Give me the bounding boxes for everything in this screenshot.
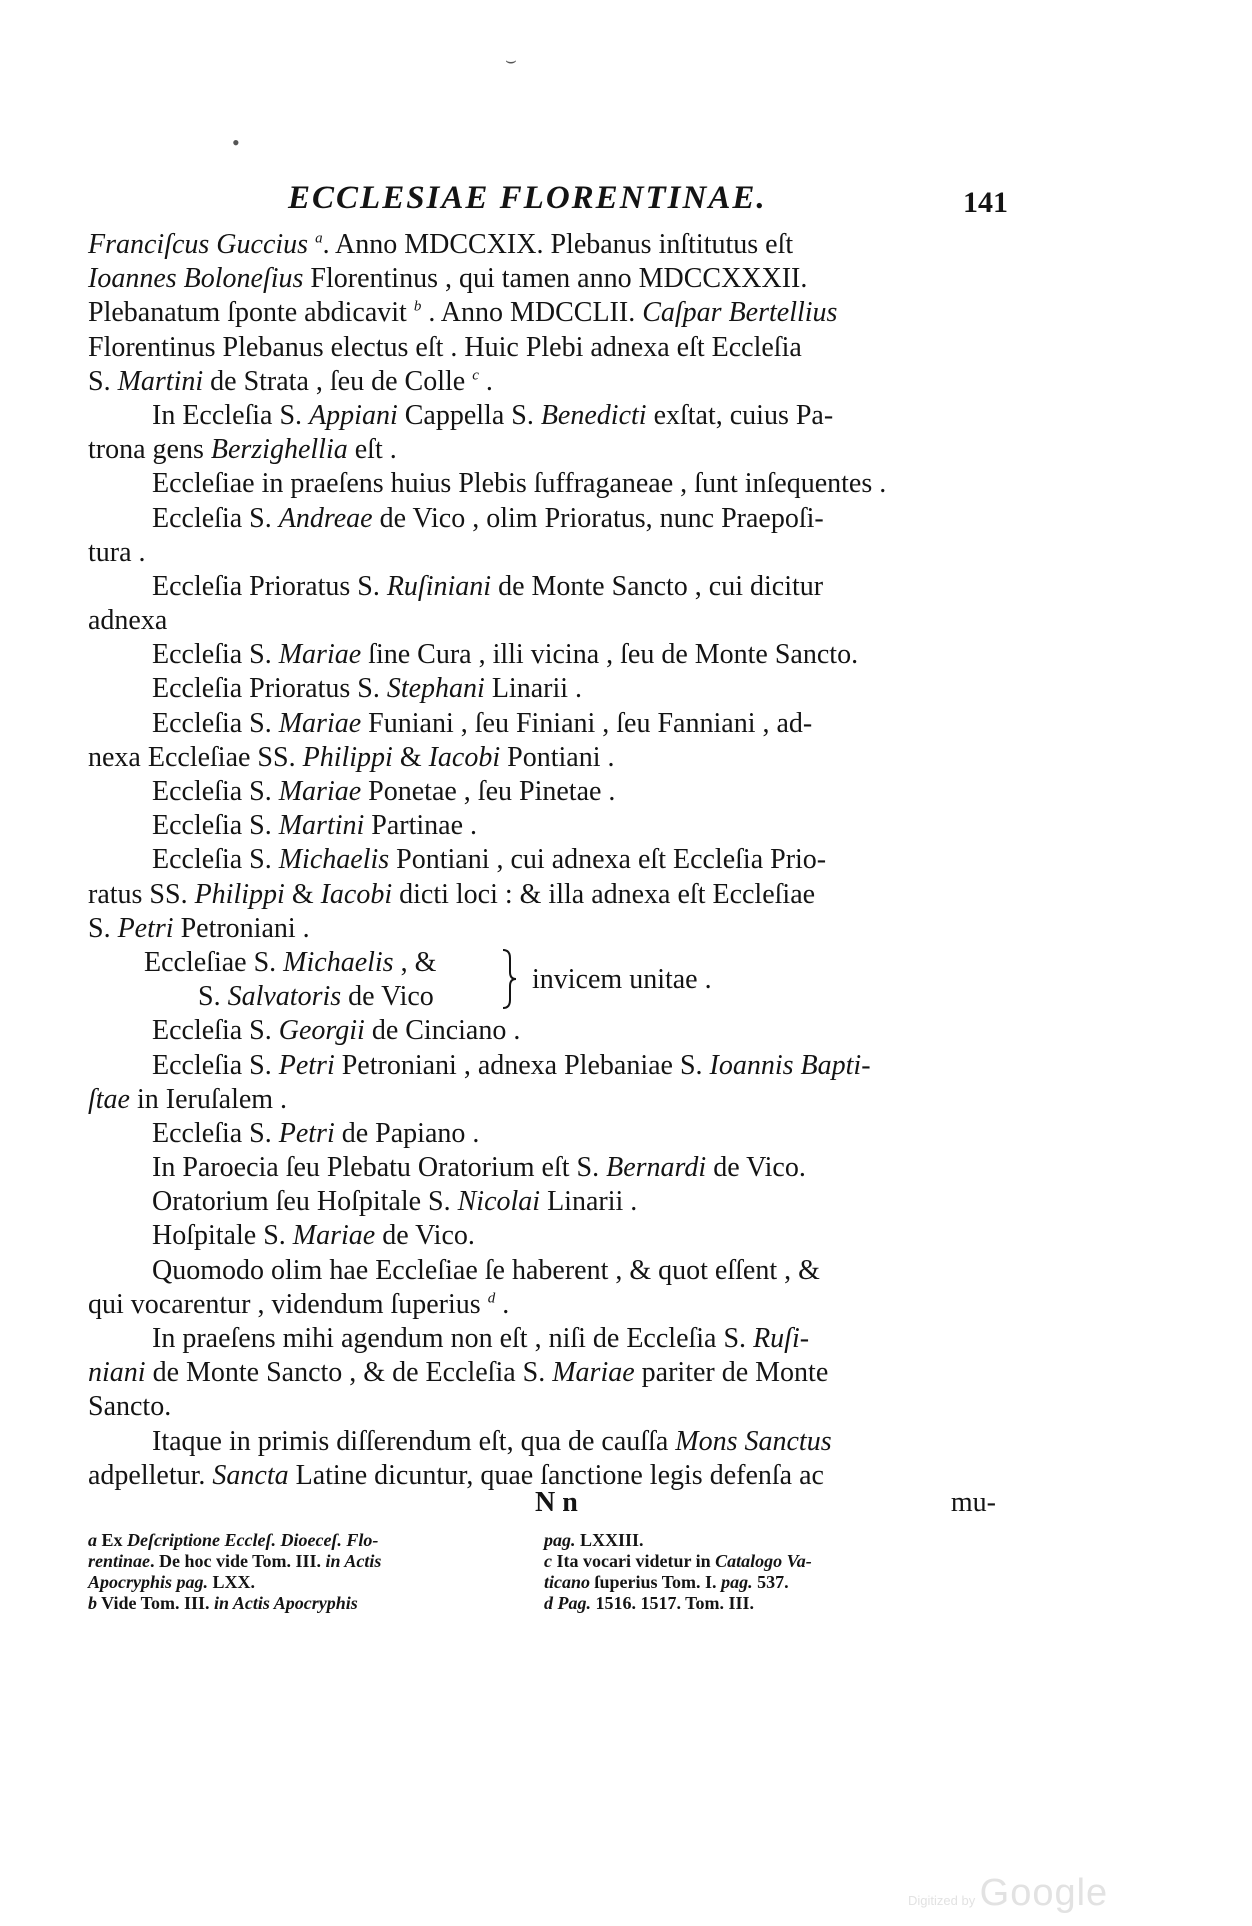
text-run: Pag. [557, 1593, 591, 1613]
text-run: de Monte Sancto , cui dicitur [491, 570, 824, 602]
footnote-ref: c [472, 367, 479, 384]
text-run: Partinae . [364, 810, 478, 842]
text-run: Petroniani , adnexa Plebaniae S. [334, 1049, 710, 1081]
text-run: Andreae [278, 502, 373, 534]
text-run: de Vico. [375, 1220, 475, 1252]
text-run: Plebanatum ſponte abdicavit [88, 297, 414, 329]
text-run: . Anno MDCCXIX. Plebanus inſtitutus eſt [322, 229, 794, 260]
text-line [88, 1151, 1010, 1185]
text-run: Iacobi [428, 741, 501, 773]
text-line [88, 843, 1010, 877]
text-run: Eccleſia S. [152, 707, 279, 739]
text-run: de Strata , ſeu de Colle [203, 365, 473, 397]
text-run: S. [88, 365, 118, 397]
footnotes-left-column [88, 1530, 528, 1614]
main-text [88, 228, 1010, 1493]
text-run: de Papiano . [334, 1117, 480, 1149]
text-line [88, 878, 1010, 912]
text-line [88, 1014, 1010, 1048]
text-run: Caſpar Bertellius [642, 297, 838, 329]
footnote-line [88, 1572, 528, 1593]
text-run: Vide Tom. III. [97, 1593, 215, 1613]
watermark-logo-text: Google [979, 1872, 1109, 1914]
text-run: a [88, 1530, 97, 1550]
text-run: . De hoc vide Tom. III. [150, 1551, 326, 1571]
text-run: Mons Sanctus [675, 1425, 832, 1457]
text-line [88, 262, 1010, 296]
text-run: Eccleſia S. [152, 1117, 279, 1149]
text-run: Michaelis [283, 946, 394, 978]
brace-line [198, 980, 434, 1014]
footnote-line [544, 1593, 984, 1614]
text-run: Itaque in primis diſſerendum eſt, qua de cauſſa [152, 1425, 676, 1457]
text-line [88, 331, 1010, 365]
text-line [88, 399, 1010, 433]
text-line [88, 604, 1010, 638]
text-run: qui vocarentur , videndum ſuperius [88, 1288, 488, 1320]
text-run: ſine Cura , illi vicina , ſeu de Monte Sancto. [361, 639, 859, 671]
right-brace-icon [500, 948, 518, 1010]
text-run: Eccleſia S. [152, 1015, 279, 1047]
text-run: , & [393, 946, 437, 978]
text-run: Petroniani . [173, 912, 310, 944]
text-line [88, 672, 1010, 706]
google-watermark [908, 1872, 1108, 1915]
text-run: Franciſcus Guccius [88, 229, 309, 260]
text-line [88, 1390, 1010, 1424]
text-run: Linarii . [540, 1186, 638, 1218]
footnote-ref: a [315, 230, 323, 247]
text-run: eſt . [347, 434, 397, 466]
brace-text: invicem unitae . [532, 963, 712, 995]
text-run: Bernardi [606, 1152, 707, 1184]
scan-speck: • [232, 130, 240, 155]
footnotes-right-column [544, 1530, 984, 1614]
text-run: Deſcriptione Eccleſ. Dioeceſ. Flo- [127, 1530, 379, 1550]
text-run: Petri [278, 1049, 335, 1081]
text-run: Appiani [309, 399, 398, 431]
text-run: . Anno MDCCLII. [421, 297, 643, 329]
text-run: Pontiani . [500, 741, 615, 773]
text-run: Eccleſia S. [152, 844, 279, 876]
text-run: Martini [278, 810, 365, 842]
text-run: pag. [721, 1572, 753, 1592]
footnote-ref: d [487, 1290, 496, 1307]
text-run: Florentinus Plebanus electus eſt . Huic Plebi adnexa eſt Eccleſia [88, 331, 802, 363]
text-run: ticano [544, 1572, 591, 1592]
text-run: Eccleſia Prioratus S. [152, 673, 387, 705]
text-line [88, 809, 1010, 843]
footnote-line [88, 1530, 528, 1551]
text-line [88, 1083, 1010, 1117]
text-run: Ruſi- [753, 1323, 810, 1355]
text-run: & [284, 878, 321, 910]
text-run: Latine dicuntur, quae ſanctione legis defenſa ac [288, 1459, 824, 1491]
text-run: S. [198, 980, 228, 1012]
text-run: Quomodo olim hae Eccleſiae ſe haberent , & quot eſſent , & [152, 1254, 820, 1286]
text-line [88, 502, 1010, 536]
text-run: LXX. [208, 1572, 256, 1592]
text-run: . [478, 365, 493, 397]
text-run: adpelletur. [88, 1459, 213, 1491]
running-head: ECCLESIAE FLORENTINAE. [288, 180, 767, 216]
text-run: rentinae [88, 1551, 151, 1571]
text-line [88, 536, 1010, 570]
text-run: Mariae [552, 1357, 635, 1389]
page-header [88, 180, 1010, 220]
footnote-line [88, 1551, 528, 1572]
text-run: d [544, 1593, 553, 1613]
text-run: Eccleſia Prioratus S. [152, 570, 387, 602]
text-run: LXXIII. [575, 1530, 644, 1550]
text-run: Pontiani , cui adnexa eſt Eccleſia Prio- [389, 844, 827, 876]
text-run: Petri [278, 1117, 335, 1149]
text-run: c [544, 1551, 552, 1571]
text-run: Sancto. [88, 1391, 172, 1423]
brace-line [144, 946, 436, 980]
text-run: Philippi [302, 741, 393, 773]
scan-speck: ⌣ [505, 50, 517, 70]
text-run: de Vico , olim Prioratus, nunc Praepoſi- [372, 502, 824, 534]
brace-group [88, 946, 1010, 1014]
catchword: mu- [950, 1487, 996, 1518]
text-run: nexa Eccleſiae SS. [88, 741, 303, 773]
text-run [308, 229, 315, 260]
footnote-line [544, 1572, 984, 1593]
text-run: tura . [88, 536, 146, 568]
text-line [88, 1356, 1010, 1390]
text-run: de Vico. [706, 1152, 806, 1184]
text-line [88, 1254, 1010, 1288]
text-run: Salvatoris [227, 980, 342, 1012]
text-line [88, 912, 1010, 946]
text-run: Catalogo Va- [715, 1551, 812, 1571]
text-line [88, 467, 1010, 501]
text-run: de Cinciano . [364, 1015, 521, 1047]
text-run: In Eccleſia S. [152, 399, 310, 431]
text-line [88, 570, 1010, 604]
text-run: Eccleſiae S. [144, 946, 284, 978]
text-line [88, 1049, 1010, 1083]
text-run: Berzighellia [210, 434, 348, 466]
text-line [88, 228, 1010, 262]
text-run: niani [88, 1357, 146, 1389]
text-run: b [88, 1593, 97, 1613]
text-run: Mariae [278, 776, 362, 807]
text-run: Ita vocari videtur in [552, 1551, 716, 1571]
signature-mark: N n [535, 1487, 578, 1518]
text-run: & [392, 741, 429, 773]
text-run: in Actis Apocryphis [214, 1593, 358, 1613]
text-run: Mariae [278, 707, 362, 739]
text-line [88, 775, 1010, 809]
text-run: Cappella S. [397, 399, 541, 431]
text-run: ſuperius Tom. I. [590, 1572, 722, 1592]
text-run: in Ieruſalem . [130, 1083, 288, 1115]
text-line [88, 741, 1010, 775]
page-number: 141 [963, 186, 1008, 219]
text-run: de Monte Sancto , & de Eccleſia S. [145, 1357, 553, 1389]
text-line [88, 1288, 1010, 1322]
text-run: pag. [544, 1530, 576, 1550]
text-run: Eccleſia S. [152, 810, 279, 842]
text-run: Mariae [292, 1220, 376, 1252]
text-run: Stephani [386, 673, 485, 705]
text-run: Mariae [278, 639, 362, 671]
text-run: S. [88, 912, 118, 944]
text-run: Eccleſia S. [152, 639, 279, 671]
text-run: exſtat, cuius Pa- [646, 399, 834, 431]
text-run: pariter de Monte [634, 1357, 829, 1389]
text-run: Funiani , ſeu Finiani , ſeu Fanniani , ad- [361, 707, 813, 739]
text-run: In praeſens mihi agendum non eſt , niſi de Eccleſia S. [152, 1323, 754, 1355]
text-run: Eccleſia S. [152, 502, 279, 534]
text-line [88, 1425, 1010, 1459]
text-run: Iacobi [320, 878, 393, 910]
text-line [88, 1185, 1010, 1219]
footnote-line [544, 1530, 984, 1551]
text-run: adnexa [88, 605, 168, 637]
text-run: Sancta [212, 1459, 289, 1491]
text-line [88, 365, 1010, 399]
text-run: in Actis [325, 1551, 382, 1571]
text-run: Philippi [194, 878, 285, 910]
text-run: trona gens [88, 434, 211, 466]
text-run: Michaelis [278, 844, 390, 876]
text-line [88, 433, 1010, 467]
text-run: dicti loci : & illa adnexa eſt Eccleſiae [392, 878, 816, 910]
text-run: Eccleſia S. [152, 776, 279, 807]
text-run: Georgii [278, 1015, 365, 1047]
text-line [88, 638, 1010, 672]
text-run: Eccleſiae in praeſens huius Plebis ſuffraganeae , ſunt inſequentes . [152, 468, 887, 500]
text-run: ſtae [88, 1083, 130, 1115]
footnote-line [88, 1593, 528, 1614]
text-run: Ex [97, 1530, 128, 1550]
text-run: Ioannes Boloneſius [88, 263, 304, 295]
text-line [88, 1219, 1010, 1253]
text-run: 1516. 1517. Tom. III. [591, 1593, 755, 1613]
text-run: . [495, 1288, 510, 1320]
catchword-line [88, 1487, 1010, 1521]
text-line [88, 707, 1010, 741]
text-run: Ponetae , ſeu Pinetae . [361, 776, 616, 807]
text-run: ratus SS. [88, 878, 195, 910]
footnote-line [544, 1551, 984, 1572]
text-run: Petri [117, 912, 174, 944]
text-line [88, 296, 1010, 330]
watermark-small-text: Digitized by [908, 1893, 976, 1908]
text-run: In Paroecia ſeu Plebatu Oratorium eſt S. [152, 1152, 607, 1184]
text-line [88, 1322, 1010, 1356]
footnote-ref: b [413, 299, 422, 316]
text-run: Florentinus , qui tamen anno MDCCXXXII. [303, 263, 808, 295]
text-line [88, 1117, 1010, 1151]
text-run: Ruſiniani [386, 570, 492, 602]
text-run: Hoſpitale S. [152, 1220, 293, 1252]
text-run: Apocryphis pag. [88, 1572, 209, 1592]
text-run: de Vico [341, 980, 434, 1012]
text-run: 537. [752, 1572, 789, 1592]
text-run: Martini [117, 365, 204, 397]
text-run: Linarii . [484, 673, 583, 705]
text-run: Oratorium ſeu Hoſpitale S. [152, 1186, 458, 1218]
text-run: Nicolai [457, 1186, 541, 1218]
text-run: Benedicti [540, 399, 647, 431]
text-run: Eccleſia S. [152, 1049, 279, 1081]
text-run: Ioannis Bapti- [709, 1049, 871, 1081]
